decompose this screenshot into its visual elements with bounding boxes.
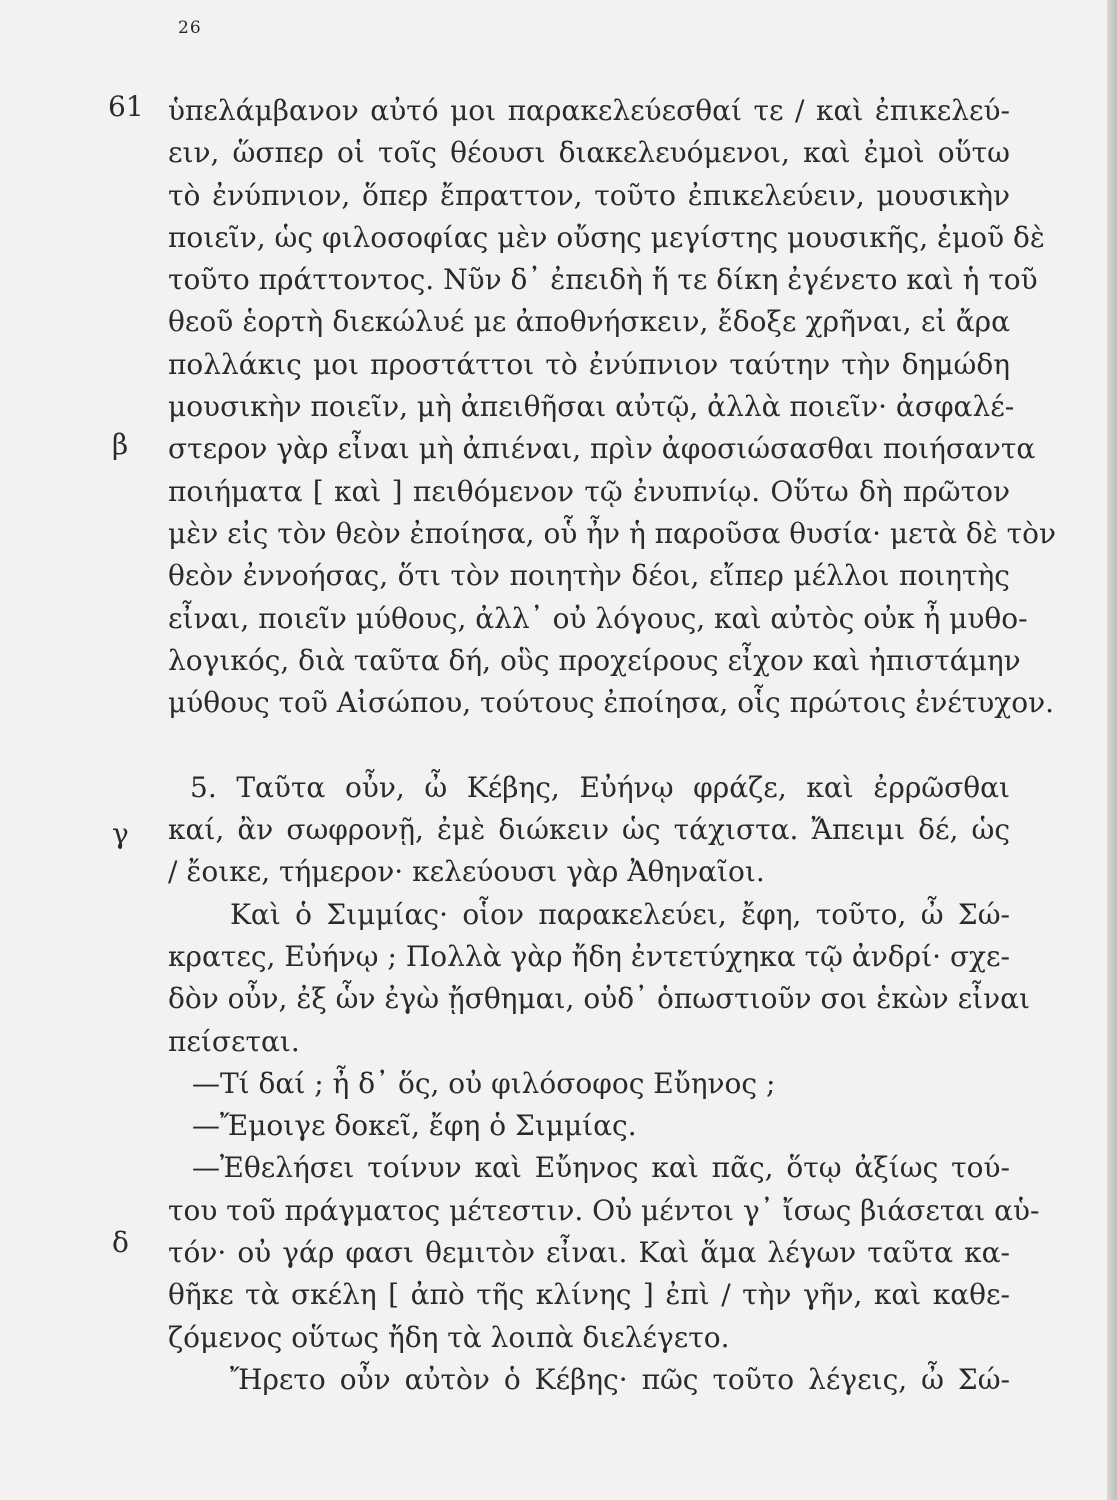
text-line: ποιεῖν, ὡς φιλοσοφίας μὲν οὔσης μεγίστης μουσικῆς, ἐμοῦ δὲ: [168, 220, 1045, 254]
text-line: δὸν οὖν, ἐξ ὧν ἐγὼ ᾔσθημαι, οὐδ᾽ ὁπωστιοῦν σοι ἑκὼν εἶναι: [168, 982, 1030, 1016]
text-line: κρατες, Εὐήνῳ ; Πολλὰ γὰρ ἤδη ἐντετύχηκα τῷ ἀνδρί· σχε-: [168, 939, 1010, 973]
text-line: ειν, ὥσπερ οἱ τοῖς θέουσι διακελευόμενοι, καὶ ἐμοὶ οὕτω: [168, 136, 1010, 170]
text-line: πείσεται.: [168, 1024, 300, 1058]
text-line: μύθους τοῦ Αἰσώπου, τούτους ἐποίησα, οἷς πρώτοις ἐνέτυχον.: [168, 686, 1055, 720]
text-line: μὲν εἰς τὸν θεὸν ἐποίησα, οὗ ἦν ἡ παροῦσα θυσία· μετὰ δὲ τὸν: [168, 516, 1057, 550]
text-line: —Ἔμοιγε δοκεῖ, ἔφη ὁ Σιμμίας.: [192, 1109, 637, 1143]
text-line: καί, ἂν σωφρονῇ, ἐμὲ διώκειν ὡς τάχιστα. Ἄπειμι δέ, ὡς: [168, 813, 1010, 847]
margin-reference-gamma: γ: [112, 817, 129, 850]
text-line: λογικός, διὰ ταῦτα δή, οὓς προχείρους εἶχον καὶ ἠπιστάμην: [168, 643, 1021, 677]
text-line: μουσικὴν ποιεῖν, μὴ ἀπειθῆσαι αὐτῷ, ἀλλὰ ποιεῖν· ἀσφαλέ-: [168, 390, 1015, 424]
text-line: / ἔοικε, τήμερον· κελεύουσι γὰρ Ἀθηναῖοι.: [168, 855, 765, 889]
text-line: Καὶ ὁ Σιμμίας· οἷον παρακελεύει, ἔφη, τοῦτο, ὦ Σώ-: [230, 897, 1010, 931]
text-line: ζόμενος οὕτως ἤδη τὰ λοιπὰ διελέγετο.: [168, 1320, 730, 1354]
margin-reference-61: 61: [108, 90, 144, 123]
text-line: του τοῦ πράγματος μέτεστιν. Οὐ μέντοι γ᾽ ἴσως βιάσεται αὑ-: [168, 1193, 1040, 1227]
text-line: ὑπελάμβανον αὐτό μοι παρακελεύεσθαί τε / καὶ ἐπικελεύ-: [168, 94, 1010, 127]
text-line: τοῦτο πράττοντος. Νῦν δ᾽ ἐπειδὴ ἥ τε δίκη ἐγένετο καὶ ἡ τοῦ: [168, 263, 1038, 297]
page-number: 26: [178, 18, 202, 38]
text-line: θῆκε τὰ σκέλη [ ἀπὸ τῆς κλίνης ] ἐπὶ / τὴν γῆν, καὶ καθε-: [168, 1278, 1010, 1312]
text-line: τόν· οὐ γάρ φασι θεμιτὸν εἶναι. Καὶ ἅμα λέγων ταῦτα κα-: [168, 1236, 1010, 1270]
text-line: —Τί δαί ; ἦ δ᾽ ὅς, οὐ φιλόσοφος Εὔηνος ;: [192, 1066, 776, 1100]
text-line: τὸ ἐνύπνιον, ὅπερ ἔπραττον, τοῦτο ἐπικελεύειν, μουσικὴν: [168, 178, 1010, 212]
margin-reference-beta: β: [112, 428, 129, 461]
margin-reference-delta: δ: [112, 1226, 129, 1259]
text-line: εἶναι, ποιεῖν μύθους, ἀλλ᾽ οὐ λόγους, καὶ αὐτὸς οὐκ ἦ μυθο-: [168, 601, 1028, 635]
text-line: —Ἐθελήσει τοίνυν καὶ Εὔηνος καὶ πᾶς, ὅτῳ ἀξίως τού-: [192, 1151, 1010, 1185]
text-line: 5. Ταῦτα οὖν, ὦ Κέβης, Εὐήνῳ φράζε, καὶ ἐρρῶσθαι: [190, 770, 1010, 804]
text-line: στερον γὰρ εἶναι μὴ ἀπιέναι, πρὶν ἀφοσιώσασθαι ποιήσαντα: [168, 432, 1036, 466]
body-text: [168, 90, 1057, 1401]
text-line: ποιήματα [ καὶ ] πειθόμενον τῷ ἐνυπνίῳ. Οὕτω δὴ πρῶτον: [168, 474, 1010, 508]
text-line: πολλάκις μοι προστάττοι τὸ ἐνύπνιον ταύτην τὴν δημώδη: [168, 347, 1010, 381]
text-line: θεοῦ ἑορτὴ διεκώλυέ με ἀποθνήσκειν, ἔδοξε χρῆναι, εἰ ἄρα: [168, 305, 1010, 339]
paragraph-gap: [168, 724, 1010, 766]
text-line: θεὸν ἐννοήσας, ὅτι τὸν ποιητὴν δέοι, εἴπερ μέλλοι ποιητὴς: [168, 559, 1010, 593]
text-line: Ἤρετο οὖν αὐτὸν ὁ Κέβης· πῶς τοῦτο λέγεις, ὦ Σώ-: [230, 1362, 1010, 1396]
page-edge-shadow: [1107, 0, 1117, 1500]
